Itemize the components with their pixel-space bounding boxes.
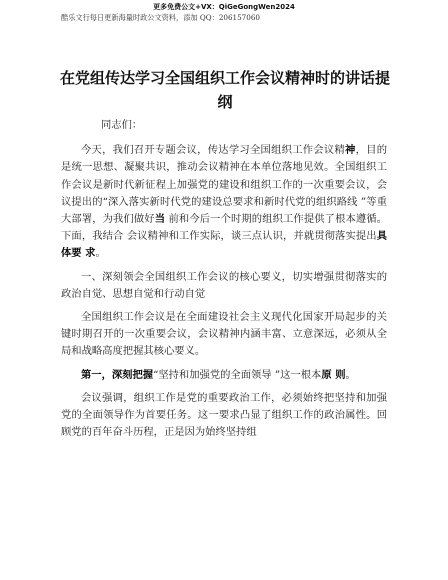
- header-note: 酷乐文行每日更新海量时政公文资料，添加 QQ：206157060: [61, 13, 260, 22]
- header-ad: 更多免费公文+VX：QiGeGongWen2024: [153, 3, 295, 11]
- paragraph-section-1: 全国组织工作会议是在全面建设社会主义现代化国家开局起步的关键时期召开的一次重要会议，会议精神内涵丰富、立意深远，必须从全局和战略高度把握其核心要义。: [61, 311, 387, 358]
- document-body: [61, 117, 387, 447]
- salutation: 同志们：: [101, 119, 143, 131]
- subheading-first: 第一，深刻把握“坚持和加强党的全面领导 ”这一根本原 则。: [81, 368, 356, 381]
- section-heading-1: 一、深刻领会全国组织工作会议的核心要义，切实增强贯彻落实的政治自觉、思想自觉和行动自觉: [61, 270, 387, 300]
- paragraph-intro: 今天，我们召开专题会议，传达学习全国组织工作会议精神，目的是统一思想、凝聚共识，推动会议精神在本单位落地见效。全国组织工作会议是新时代新征程上加强党的建设和组织工作的一次重要会议，会议提出的“深入落实新时代党的建设总要求和新时代党的组织路线 ”等重大部署，为我们做好当 前和今后一个时期的组织工作提供了根本遵循。下面，我结合 会议精神和工作实际，谈三点认识，并就贯彻落实提出具体要 求。: [61, 144, 388, 260]
- document-title: 在党组传达学习全国组织工作会议精神时的讲话提纲: [60, 69, 391, 111]
- paragraph-first: 会议强调，组织工作是党的重要政治工作，必须始终把坚持和加强党的全面领导作为首要任务。这一要求凸显了组织工作的政治属性。回顾党的百年奋斗历程，正是因为始终坚持组: [61, 391, 387, 439]
